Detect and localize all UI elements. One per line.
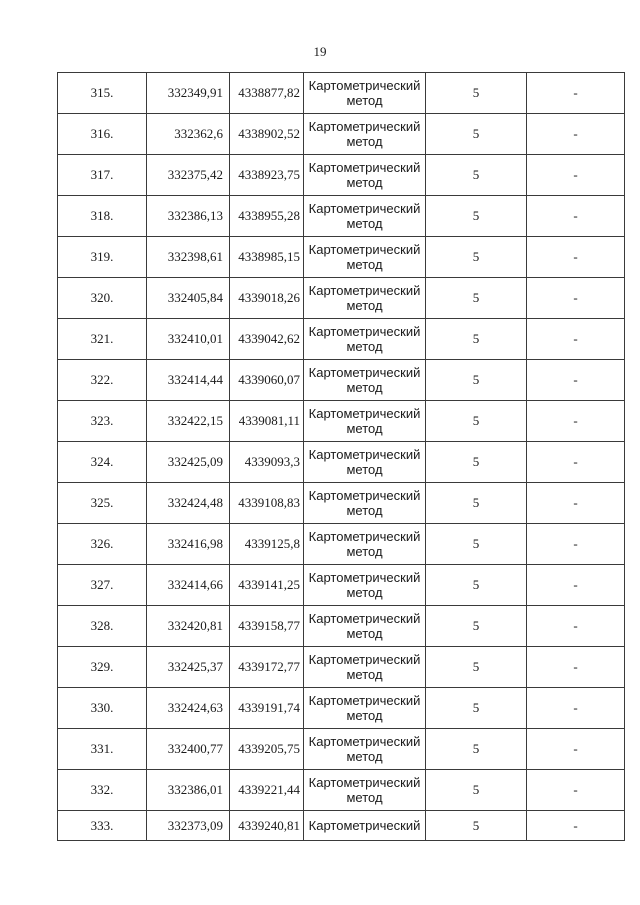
method-cell: Картометрический метод <box>304 442 426 483</box>
x-coordinate-cell: 332422,15 <box>147 401 230 442</box>
y-coordinate-cell: 4338923,75 <box>230 155 304 196</box>
method-cell: Картометрический метод <box>304 729 426 770</box>
method-cell: Картометрический метод <box>304 73 426 114</box>
method-cell: Картометрический метод <box>304 688 426 729</box>
method-cell: Картометрический метод <box>304 524 426 565</box>
x-coordinate-cell: 332424,48 <box>147 483 230 524</box>
x-coordinate-cell: 332400,77 <box>147 729 230 770</box>
y-coordinate-cell: 4338877,82 <box>230 73 304 114</box>
method-cell: Картометрический метод <box>304 114 426 155</box>
x-coordinate-cell: 332386,01 <box>147 770 230 811</box>
method-cell: Картометрический метод <box>304 360 426 401</box>
x-coordinate-cell: 332373,09 <box>147 811 230 841</box>
table-row <box>58 688 625 729</box>
y-coordinate-cell: 4339060,07 <box>230 360 304 401</box>
point-number-cell: 323. <box>58 401 147 442</box>
point-number-cell: 332. <box>58 770 147 811</box>
table-row <box>58 647 625 688</box>
table-row <box>58 811 625 841</box>
x-coordinate-cell: 332425,37 <box>147 647 230 688</box>
note-cell: - <box>527 237 625 278</box>
method-cell: Картометрический метод <box>304 770 426 811</box>
table-row <box>58 114 625 155</box>
table-row <box>58 237 625 278</box>
point-number-cell: 316. <box>58 114 147 155</box>
point-number-cell: 324. <box>58 442 147 483</box>
note-cell: - <box>527 401 625 442</box>
point-number-cell: 333. <box>58 811 147 841</box>
y-coordinate-cell: 4339018,26 <box>230 278 304 319</box>
method-cell: Картометрический метод <box>304 319 426 360</box>
point-number-cell: 321. <box>58 319 147 360</box>
point-number-cell: 319. <box>58 237 147 278</box>
note-cell: - <box>527 319 625 360</box>
method-cell: Картометрический метод <box>304 647 426 688</box>
accuracy-cell: 5 <box>426 360 527 401</box>
accuracy-cell: 5 <box>426 647 527 688</box>
accuracy-cell: 5 <box>426 278 527 319</box>
y-coordinate-cell: 4339221,44 <box>230 770 304 811</box>
point-number-cell: 320. <box>58 278 147 319</box>
point-number-cell: 318. <box>58 196 147 237</box>
note-cell: - <box>527 770 625 811</box>
x-coordinate-cell: 332414,66 <box>147 565 230 606</box>
x-coordinate-cell: 332362,6 <box>147 114 230 155</box>
y-coordinate-cell: 4339240,81 <box>230 811 304 841</box>
table-row <box>58 360 625 401</box>
table-row <box>58 401 625 442</box>
method-cell: Картометрический метод <box>304 606 426 647</box>
note-cell: - <box>527 483 625 524</box>
method-cell: Картометрический метод <box>304 196 426 237</box>
accuracy-cell: 5 <box>426 155 527 196</box>
table-row <box>58 729 625 770</box>
table-row <box>58 606 625 647</box>
note-cell: - <box>527 155 625 196</box>
table-row <box>58 565 625 606</box>
point-number-cell: 328. <box>58 606 147 647</box>
table-row <box>58 196 625 237</box>
note-cell: - <box>527 196 625 237</box>
x-coordinate-cell: 332425,09 <box>147 442 230 483</box>
table-row <box>58 770 625 811</box>
method-cell: Картометрический <box>304 811 426 841</box>
point-number-cell: 322. <box>58 360 147 401</box>
point-number-cell: 317. <box>58 155 147 196</box>
x-coordinate-cell: 332416,98 <box>147 524 230 565</box>
accuracy-cell: 5 <box>426 196 527 237</box>
note-cell: - <box>527 442 625 483</box>
point-number-cell: 326. <box>58 524 147 565</box>
accuracy-cell: 5 <box>426 237 527 278</box>
point-number-cell: 331. <box>58 729 147 770</box>
accuracy-cell: 5 <box>426 442 527 483</box>
table-row <box>58 524 625 565</box>
accuracy-cell: 5 <box>426 565 527 606</box>
y-coordinate-cell: 4339081,11 <box>230 401 304 442</box>
y-coordinate-cell: 4338985,15 <box>230 237 304 278</box>
accuracy-cell: 5 <box>426 401 527 442</box>
table-row <box>58 73 625 114</box>
y-coordinate-cell: 4339141,25 <box>230 565 304 606</box>
accuracy-cell: 5 <box>426 729 527 770</box>
method-cell: Картометрический метод <box>304 155 426 196</box>
x-coordinate-cell: 332414,44 <box>147 360 230 401</box>
method-cell: Картометрический метод <box>304 401 426 442</box>
note-cell: - <box>527 73 625 114</box>
note-cell: - <box>527 565 625 606</box>
x-coordinate-cell: 332386,13 <box>147 196 230 237</box>
note-cell: - <box>527 811 625 841</box>
y-coordinate-cell: 4339042,62 <box>230 319 304 360</box>
y-coordinate-cell: 4339191,74 <box>230 688 304 729</box>
accuracy-cell: 5 <box>426 688 527 729</box>
x-coordinate-cell: 332398,61 <box>147 237 230 278</box>
y-coordinate-cell: 4338955,28 <box>230 196 304 237</box>
y-coordinate-cell: 4339125,8 <box>230 524 304 565</box>
coordinates-table-body <box>58 73 625 841</box>
y-coordinate-cell: 4339172,77 <box>230 647 304 688</box>
method-cell: Картометрический метод <box>304 237 426 278</box>
x-coordinate-cell: 332405,84 <box>147 278 230 319</box>
x-coordinate-cell: 332349,91 <box>147 73 230 114</box>
accuracy-cell: 5 <box>426 524 527 565</box>
x-coordinate-cell: 332424,63 <box>147 688 230 729</box>
accuracy-cell: 5 <box>426 73 527 114</box>
note-cell: - <box>527 360 625 401</box>
point-number-cell: 329. <box>58 647 147 688</box>
note-cell: - <box>527 606 625 647</box>
y-coordinate-cell: 4339158,77 <box>230 606 304 647</box>
method-cell: Картометрический метод <box>304 565 426 606</box>
coordinates-table <box>57 72 625 841</box>
x-coordinate-cell: 332420,81 <box>147 606 230 647</box>
y-coordinate-cell: 4339205,75 <box>230 729 304 770</box>
accuracy-cell: 5 <box>426 319 527 360</box>
point-number-cell: 330. <box>58 688 147 729</box>
note-cell: - <box>527 647 625 688</box>
point-number-cell: 325. <box>58 483 147 524</box>
table-row <box>58 319 625 360</box>
x-coordinate-cell: 332375,42 <box>147 155 230 196</box>
y-coordinate-cell: 4339093,3 <box>230 442 304 483</box>
method-cell: Картометрический метод <box>304 483 426 524</box>
accuracy-cell: 5 <box>426 114 527 155</box>
note-cell: - <box>527 114 625 155</box>
note-cell: - <box>527 729 625 770</box>
table-row <box>58 278 625 319</box>
accuracy-cell: 5 <box>426 811 527 841</box>
accuracy-cell: 5 <box>426 770 527 811</box>
page-number: 19 <box>313 44 327 59</box>
table-row <box>58 155 625 196</box>
x-coordinate-cell: 332410,01 <box>147 319 230 360</box>
point-number-cell: 315. <box>58 73 147 114</box>
method-cell: Картометрический метод <box>304 278 426 319</box>
point-number-cell: 327. <box>58 565 147 606</box>
accuracy-cell: 5 <box>426 483 527 524</box>
y-coordinate-cell: 4338902,52 <box>230 114 304 155</box>
table-row <box>58 483 625 524</box>
table-row <box>58 442 625 483</box>
accuracy-cell: 5 <box>426 606 527 647</box>
note-cell: - <box>527 278 625 319</box>
y-coordinate-cell: 4339108,83 <box>230 483 304 524</box>
note-cell: - <box>527 688 625 729</box>
note-cell: - <box>527 524 625 565</box>
